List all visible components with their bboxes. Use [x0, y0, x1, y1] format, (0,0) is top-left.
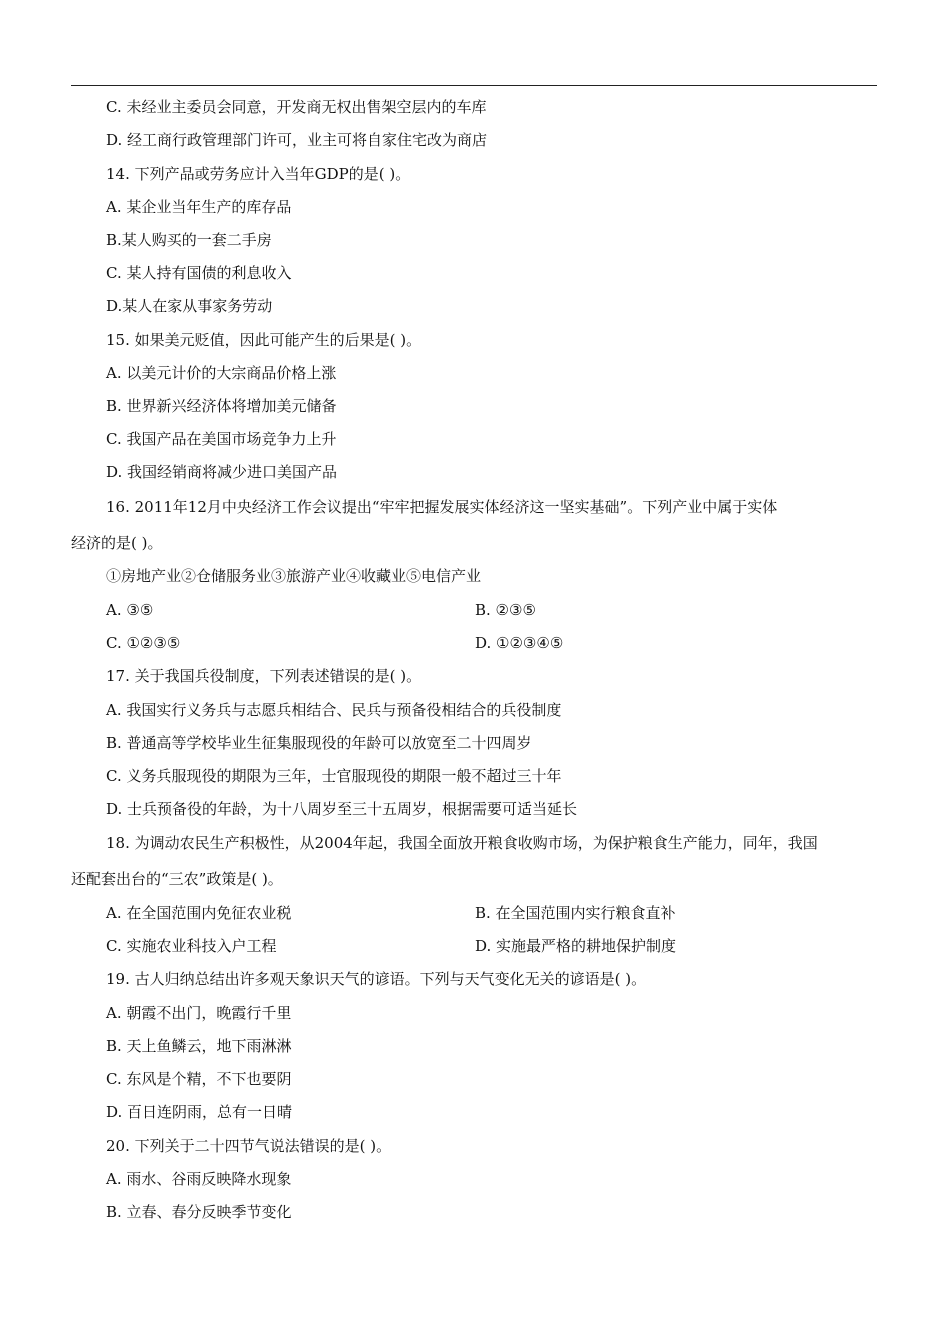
q19-option-a: A. 朝霞不出门，晚霞行千里 — [106, 1004, 292, 1022]
q14-option-a: A. 某企业当年生产的库存品 — [106, 198, 292, 216]
q19-option-b: B. 天上鱼鳞云，地下雨淋淋 — [106, 1037, 292, 1055]
q20-option-b: B. 立春、春分反映季节变化 — [106, 1203, 292, 1221]
header-rule — [71, 85, 877, 86]
q15-option-c: C. 我国产品在美国市场竞争力上升 — [106, 430, 337, 448]
prev-option-d: D. 经工商行政管理部门许可，业主可将自家住宅改为商店 — [106, 131, 488, 149]
q16-stem-line1: 16. 2011年12月中央经济工作会议提出“牢牢把握发展实体经济这一坚实基础”。下列产业中属于实体 — [106, 498, 778, 516]
q19-stem: 19. 古人归纳总结出许多观天象识天气的谚语。下列与天气变化无关的谚语是( )。 — [106, 970, 647, 988]
q14-stem: 14. 下列产品或劳务应计入当年GDP的是( )。 — [106, 165, 411, 183]
q15-stem: 15. 如果美元贬值，因此可能产生的后果是( )。 — [106, 331, 422, 349]
q19-option-d: D. 百日连阴雨，总有一日晴 — [106, 1103, 293, 1121]
q18-stem-line1: 18. 为调动农民生产积极性，从2004年起，我国全面放开粮食收购市场，为保护粮食生产能力，同年，我国 — [106, 834, 818, 852]
q17-option-d: D. 士兵预备役的年龄，为十八周岁至三十五周岁，根据需要可适当延长 — [106, 800, 578, 818]
q20-option-a: A. 雨水、谷雨反映降水现象 — [106, 1170, 292, 1188]
q16-items: ①房地产业②仓储服务业③旅游产业④收藏业⑤电信产业 — [106, 567, 482, 585]
q17-option-b: B. 普通高等学校毕业生征集服现役的年龄可以放宽至二十四周岁 — [106, 734, 532, 752]
q16-option-b: B. ②③⑤ — [475, 601, 536, 619]
q14-option-c: C. 某人持有国债的利息收入 — [106, 264, 292, 282]
q17-stem: 17. 关于我国兵役制度，下列表述错误的是( )。 — [106, 667, 422, 685]
q19-option-c: C. 东风是个精，不下也要阴 — [106, 1070, 292, 1088]
prev-option-c: C. 未经业主委员会同意，开发商无权出售架空层内的车库 — [106, 98, 487, 116]
q16-option-a: A. ③⑤ — [106, 601, 154, 619]
q18-stem-line2: 还配套出台的“三农”政策是( )。 — [71, 870, 283, 888]
q17-option-c: C. 义务兵服现役的期限为三年，士官服现役的期限一般不超过三十年 — [106, 767, 562, 785]
q15-option-a: A. 以美元计价的大宗商品价格上涨 — [106, 364, 337, 382]
q16-option-c: C. ①②③⑤ — [106, 634, 181, 652]
q18-option-c: C. 实施农业科技入户工程 — [106, 937, 277, 955]
q18-option-a: A. 在全国范围内免征农业税 — [106, 904, 292, 922]
q17-option-a: A. 我国实行义务兵与志愿兵相结合、民兵与预备役相结合的兵役制度 — [106, 701, 562, 719]
q18-option-d: D. 实施最严格的耕地保护制度 — [475, 937, 677, 955]
q16-stem-line2: 经济的是( )。 — [71, 534, 163, 552]
q18-option-b: B. 在全国范围内实行粮食直补 — [475, 904, 676, 922]
q15-option-b: B. 世界新兴经济体将增加美元储备 — [106, 397, 337, 415]
q14-option-b: B.某人购买的一套二手房 — [106, 231, 272, 249]
q14-option-d: D.某人在家从事家务劳动 — [106, 297, 273, 315]
q20-stem: 20. 下列关于二十四节气说法错误的是( )。 — [106, 1137, 392, 1155]
q15-option-d: D. 我国经销商将减少进口美国产品 — [106, 463, 338, 481]
q16-option-d: D. ①②③④⑤ — [475, 634, 564, 652]
